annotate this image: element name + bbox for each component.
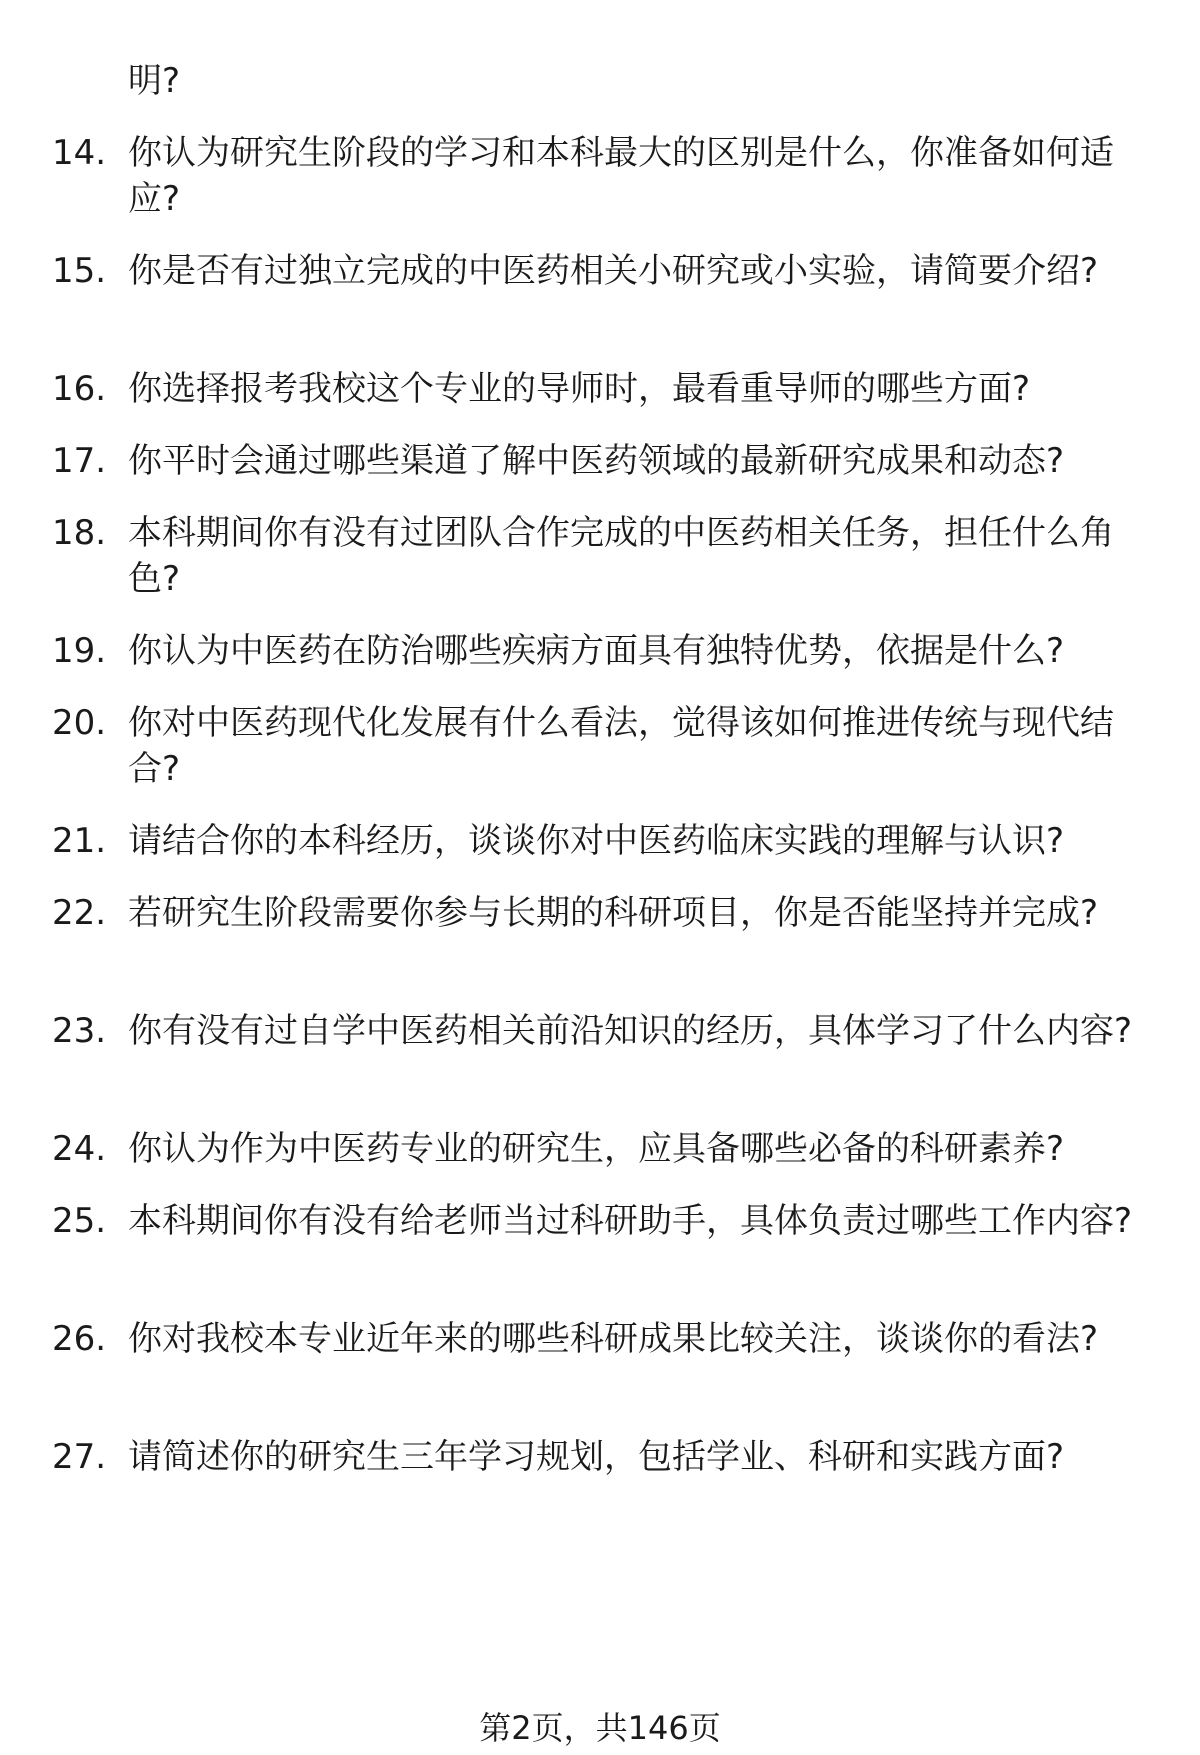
- question-text: 你选择报考我校这个专业的导师时，最看重导师的哪些方面?: [128, 369, 1031, 409]
- question-number: 18.: [52, 513, 107, 553]
- question-number: 17.: [52, 441, 107, 481]
- question-number: 20.: [52, 703, 107, 743]
- question-text: 你有没有过自学中医药相关前沿知识的经历，具体学习了什么内容?: [128, 1011, 1133, 1051]
- question-text: 你对中医药现代化发展有什么看法，觉得该如何推进传统与现代结合?: [128, 703, 1114, 789]
- question-number: 21.: [52, 821, 107, 861]
- question-text: 你平时会通过哪些渠道了解中医药领域的最新研究成果和动态?: [128, 441, 1065, 481]
- question-number: 26.: [52, 1319, 107, 1359]
- question-number: 15.: [52, 251, 107, 291]
- question-text: 你认为中医药在防治哪些疾病方面具有独特优势，依据是什么?: [128, 631, 1065, 671]
- question-text: 你对我校本专业近年来的哪些科研成果比较关注，谈谈你的看法?: [128, 1319, 1099, 1359]
- question-text: 请结合你的本科经历，谈谈你对中医药临床实践的理解与认识?: [128, 821, 1065, 861]
- question-text: 本科期间你有没有过团队合作完成的中医药相关任务，担任什么角色?: [128, 513, 1114, 599]
- question-number: 25.: [52, 1201, 107, 1241]
- page-number-footer: 第2页，共146页: [479, 1709, 721, 1747]
- question-number: 23.: [52, 1011, 107, 1051]
- question-text: 你认为作为中医药专业的研究生，应具备哪些必备的科研素养?: [128, 1129, 1065, 1169]
- question-text: 你是否有过独立完成的中医药相关小研究或小实验，请简要介绍?: [128, 251, 1099, 291]
- question-number: 14.: [52, 133, 107, 173]
- question-number: 24.: [52, 1129, 107, 1169]
- question-number: 22.: [52, 893, 107, 933]
- question-text: 本科期间你有没有给老师当过科研助手，具体负责过哪些工作内容?: [128, 1201, 1133, 1241]
- question-text: 若研究生阶段需要你参与长期的科研项目，你是否能坚持并完成?: [128, 893, 1099, 933]
- question-number: 27.: [52, 1437, 107, 1477]
- question-text: 请简述你的研究生三年学习规划，包括学业、科研和实践方面?: [128, 1437, 1065, 1477]
- question-text: 你认为研究生阶段的学习和本科最大的区别是什么，你准备如何适应?: [128, 133, 1114, 219]
- question-number: 16.: [52, 369, 107, 409]
- continued-question-text: 明?: [128, 61, 181, 101]
- question-number: 19.: [52, 631, 107, 671]
